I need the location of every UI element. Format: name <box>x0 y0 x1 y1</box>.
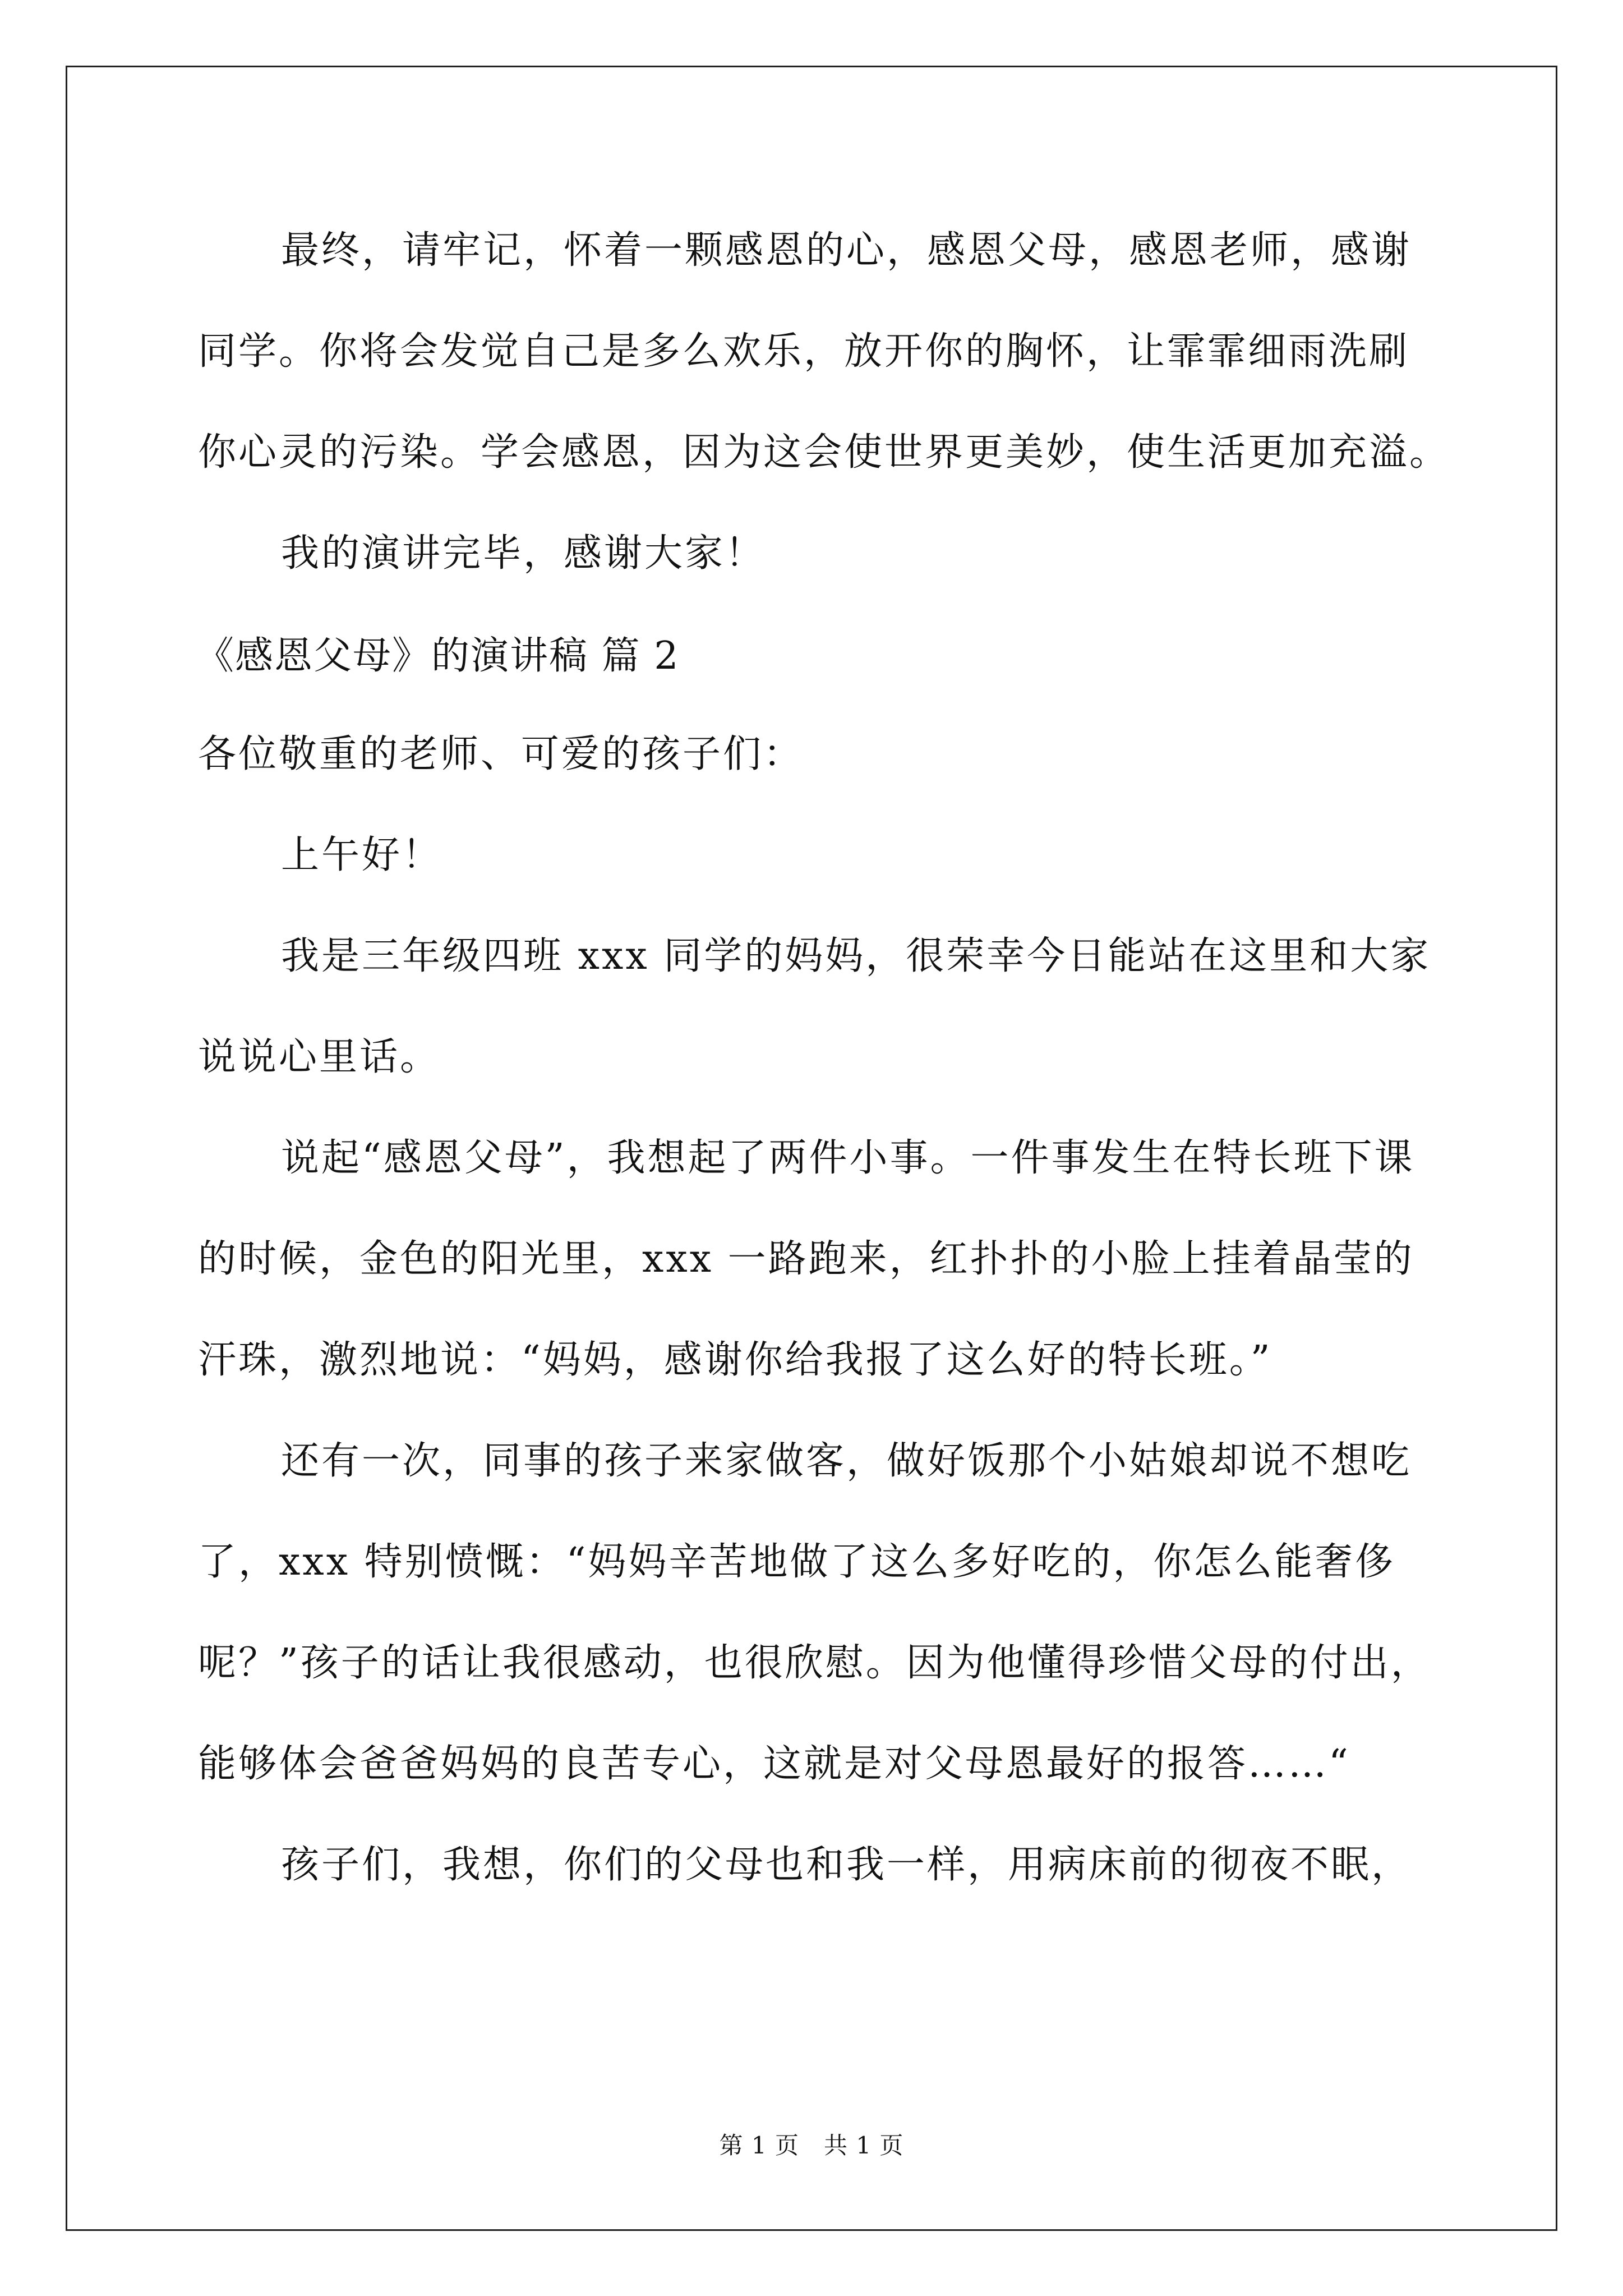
paragraph-line: 你心灵的污染。学会感恩，因为这会使世界更美妙，使生活更加充溢。 <box>198 430 1450 475</box>
salutation: 各位敬重的老师、可爱的孩子们： <box>198 732 804 776</box>
paragraph-line: 说起“感恩父母”，我想起了两件小事。一件事发生在特长班下课 <box>281 1136 1415 1180</box>
greeting: 上午好！ <box>281 833 443 877</box>
paragraph-line: 孩子们，我想，你们的父母也和我一样，用病床前的彻夜不眠， <box>281 1843 1412 1887</box>
section-title: 《感恩父母》的演讲稿 篇 2 <box>196 634 680 678</box>
paragraph-line: 了，xxx 特别愤慨：“妈妈辛苦地做了这么多好吃的，你怎么能奢侈 <box>198 1540 1396 1584</box>
page-number: 第 1 页 <box>719 2132 799 2159</box>
paragraph-line: 的时候，金色的阳光里，xxx 一路跑来，红扑扑的小脸上挂着晶莹的 <box>198 1237 1414 1281</box>
paragraph-line: 最终，请牢记，怀着一颗感恩的心，感恩父母，感恩老师，感谢 <box>281 228 1412 273</box>
paragraph-line: 同学。你将会发觉自己是多么欢乐，放开你的胸怀，让霏霏细雨洗刷 <box>198 329 1410 374</box>
paragraph-line: 我是三年级四班 xxx 同学的妈妈，很荣幸今日能站在这里和大家 <box>281 934 1431 978</box>
paragraph-line: 还有一次，同事的孩子来家做客，做好饭那个小姑娘却说不想吃 <box>281 1439 1412 1483</box>
page-footer <box>0 2129 1623 2162</box>
paragraph-line: 呢？”孩子的话让我很感动，也很欣慰。因为他懂得珍惜父母的付出， <box>198 1641 1431 1685</box>
page-total: 共 1 页 <box>824 2132 904 2159</box>
paragraph-line: 能够体会爸爸妈妈的良苦专心，这就是对父母恩最好的报答……“ <box>198 1742 1350 1786</box>
paragraph-line: 说说心里话。 <box>198 1035 441 1079</box>
paragraph-line: 汗珠，激烈地说：“妈妈，感谢你给我报了这么好的特长班。” <box>198 1338 1272 1382</box>
paragraph-line: 我的演讲完毕，感谢大家！ <box>281 531 766 576</box>
